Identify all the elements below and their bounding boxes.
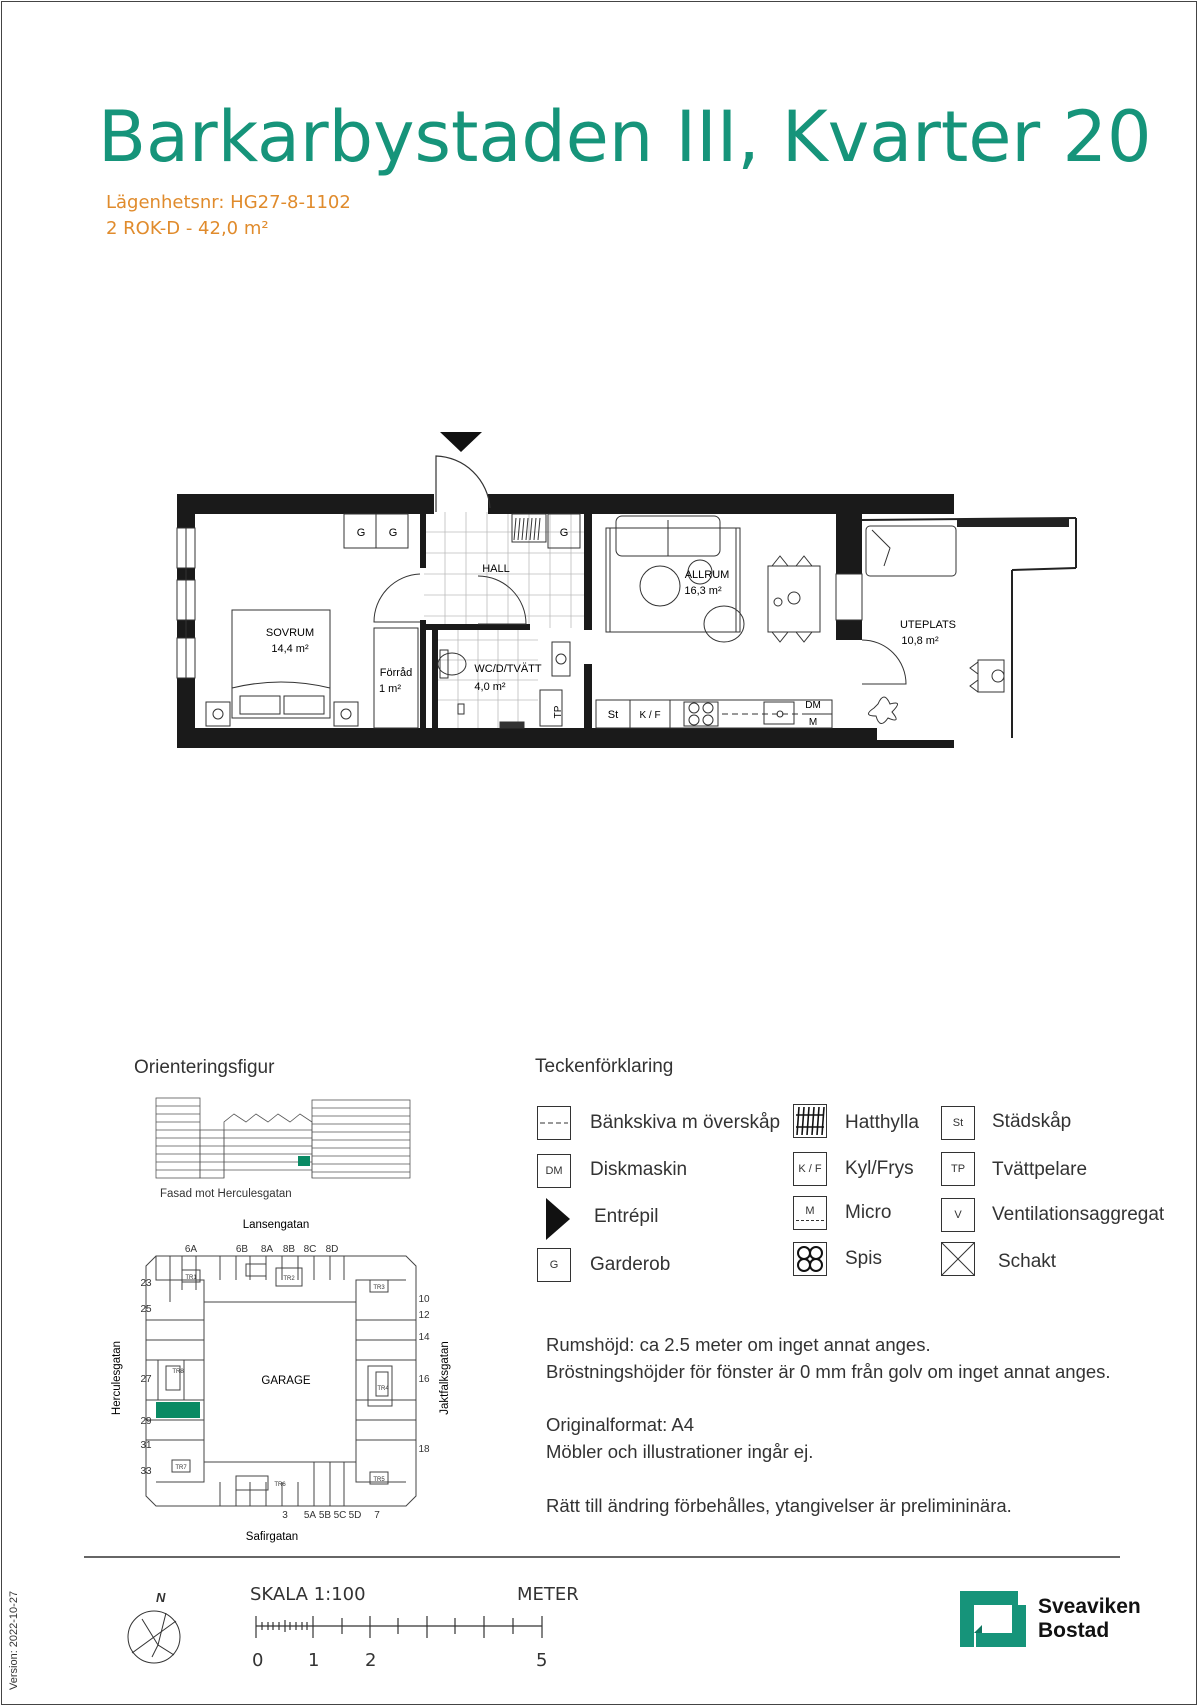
street-right: Jaktfalksgatan: [439, 1341, 451, 1415]
apartment-size: 2 ROK-D - 42,0 m²: [106, 218, 269, 239]
tr-label: TR7: [175, 1465, 187, 1471]
tr-label: TR6: [274, 1482, 286, 1488]
scale-tick-0: 0: [252, 1650, 264, 1671]
right-number: 16: [418, 1374, 430, 1385]
room-name-sovrum: SOVRUM: [265, 627, 315, 639]
room-name-wc: WC/D/TVÄTT: [474, 663, 542, 675]
right-number: 10: [418, 1294, 430, 1305]
note-room-height: Rumshöjd: ca 2.5 meter om inget annat anges.: [546, 1334, 931, 1355]
top-number: 6A: [184, 1244, 198, 1255]
room-name-allrum: ALLRUM: [684, 569, 730, 581]
room-area-allrum: 16,3 m²: [684, 585, 722, 597]
entrepil-icon: [546, 1198, 570, 1240]
kitchen-counter: [596, 700, 832, 728]
north-label: N: [156, 1590, 166, 1605]
legend-entrepil: Entrépil: [594, 1206, 659, 1227]
page-title: Barkarbystaden III, Kvarter 20: [98, 96, 1152, 178]
legend-ventilation: Ventilationsaggregat: [992, 1204, 1165, 1225]
apartment-number: Lägenhetsnr: HG27-8-1102: [106, 192, 351, 213]
left-number: 25: [140, 1304, 152, 1315]
room-name-forrad: Förråd: [379, 667, 413, 679]
diskmaskin-symbol: DM: [537, 1154, 571, 1188]
m-mark: M: [808, 717, 818, 728]
micro-symbol-label: M: [805, 1204, 815, 1217]
tp-mark: TP: [553, 705, 564, 719]
legend-diskmaskin: Diskmaskin: [590, 1159, 688, 1180]
top-number: 8D: [325, 1244, 339, 1255]
st-mark: St: [607, 709, 619, 721]
highlighted-apartment: [298, 1156, 310, 1166]
footer-divider: [84, 1555, 1120, 1559]
legend-kylfrys: Kyl/Frys: [845, 1158, 914, 1179]
tvattpelare-symbol: TP: [941, 1152, 975, 1186]
wardrobe-mark-1: G: [356, 527, 366, 539]
scale-unit: METER: [517, 1584, 579, 1605]
room-area-wc: 4,0 m²: [474, 681, 506, 693]
street-bottom: Safirgatan: [245, 1531, 299, 1543]
wardrobe-mark-2: G: [388, 527, 398, 539]
left-number: 27: [140, 1374, 152, 1385]
street-top: Lansengatan: [242, 1219, 310, 1231]
tr-label: TR8: [172, 1369, 184, 1375]
note-original-format: Originalformat: A4: [546, 1414, 695, 1435]
room-area-uteplats: 10,8 m²: [901, 635, 939, 647]
terrace-outline: [862, 518, 1076, 738]
site-plan: [100, 1210, 460, 1550]
top-number: 6B: [235, 1244, 249, 1255]
left-number: 29: [140, 1416, 152, 1427]
note-disclaimer: Rätt till ändring förbehålles, ytangivelser är prelimininära.: [546, 1495, 1012, 1516]
note-furniture: Möbler och illustrationer ingår ej.: [546, 1441, 814, 1462]
garderob-symbol: G: [537, 1248, 571, 1282]
scale-tick-5: 5: [536, 1650, 548, 1671]
left-number: 33: [140, 1466, 152, 1477]
bottom-number: 3: [282, 1510, 288, 1521]
entrance-arrow-icon: [440, 432, 482, 452]
scale-label: SKALA 1:100: [250, 1584, 366, 1605]
windows: [177, 528, 862, 678]
bottom-number: 5C: [333, 1510, 347, 1521]
note-window-height: Bröstningshöjder för fönster är 0 mm från golv om inget annat anges.: [546, 1361, 1111, 1382]
left-number: 31: [140, 1440, 152, 1451]
tr-label: TR2: [283, 1276, 295, 1282]
legend-tvattpelare: Tvättpelare: [992, 1159, 1088, 1180]
tr-label: TR1: [185, 1275, 197, 1281]
left-number: 23: [140, 1278, 152, 1289]
legend-heading: Teckenförklaring: [535, 1056, 674, 1077]
scale-bar: [250, 1610, 550, 1640]
wardrobe-mark-3: G: [559, 527, 569, 539]
tr-label: TR3: [373, 1285, 385, 1291]
street-left: Herculesgatan: [111, 1340, 123, 1416]
facade-figure: [150, 1090, 420, 1190]
brand-name-line2: Bostad: [1038, 1619, 1110, 1642]
garage-label: GARAGE: [261, 1375, 311, 1387]
dm-mark: DM: [805, 700, 821, 711]
room-area-sovrum: 14,4 m²: [271, 643, 309, 655]
bottom-number: 7: [374, 1510, 380, 1521]
orientation-heading: Orienteringsfigur: [134, 1057, 275, 1078]
compass-icon: [122, 1605, 186, 1669]
right-number: 18: [418, 1444, 430, 1455]
dining-table-icon: [768, 556, 820, 642]
facade-label: Fasad mot Herculesgatan: [160, 1188, 292, 1200]
site-highlighted-block: [156, 1402, 200, 1418]
spis-symbol: [793, 1242, 827, 1276]
wardrobes: [344, 514, 580, 548]
legend-micro: Micro: [845, 1202, 892, 1223]
scale-tick-2: 2: [365, 1650, 377, 1671]
top-number: 8A: [260, 1244, 274, 1255]
bottom-number: 5B: [318, 1510, 332, 1521]
ventilation-symbol: V: [941, 1198, 975, 1232]
legend-spis: Spis: [845, 1248, 882, 1269]
room-name-uteplats: UTEPLATS: [899, 619, 957, 631]
legend-bankskiva: Bänkskiva m överskåp: [590, 1112, 781, 1133]
bankskiva-symbol: [537, 1106, 571, 1140]
hatthylla-symbol: [793, 1104, 827, 1138]
legend-schakt: Schakt: [998, 1251, 1057, 1272]
entrance-door: [436, 456, 490, 512]
micro-symbol: [793, 1196, 827, 1230]
stadskap-symbol: St: [941, 1106, 975, 1140]
kf-mark: K / F: [639, 710, 661, 721]
tr-label: TR4: [377, 1386, 389, 1392]
room-area-forrad: 1 m²: [379, 683, 401, 695]
legend-stadskap: Städskåp: [992, 1111, 1072, 1132]
bottom-number: 5A: [303, 1510, 317, 1521]
right-number: 12: [418, 1310, 430, 1321]
bottom-number: 5D: [348, 1510, 362, 1521]
hall-tiles: [424, 512, 590, 730]
micro-line: [796, 1220, 824, 1221]
schakt-symbol: [941, 1242, 975, 1276]
kylfrys-symbol: K / F: [793, 1152, 827, 1186]
scale-tick-1: 1: [308, 1650, 320, 1671]
tr-label: TR5: [373, 1477, 385, 1483]
version-label: Version: 2022-10-27: [8, 1590, 20, 1690]
brand-name-line1: Sveaviken: [1038, 1595, 1141, 1618]
right-number: 14: [418, 1332, 430, 1343]
brand-logo-icon: [960, 1585, 1028, 1653]
legend-garderob: Garderob: [590, 1254, 671, 1275]
room-name-hall: HALL: [482, 563, 510, 575]
top-number: 8C: [303, 1244, 317, 1255]
legend-hatthylla: Hatthylla: [845, 1112, 919, 1133]
top-number: 8B: [282, 1244, 296, 1255]
floor-plan: [0, 420, 1200, 760]
